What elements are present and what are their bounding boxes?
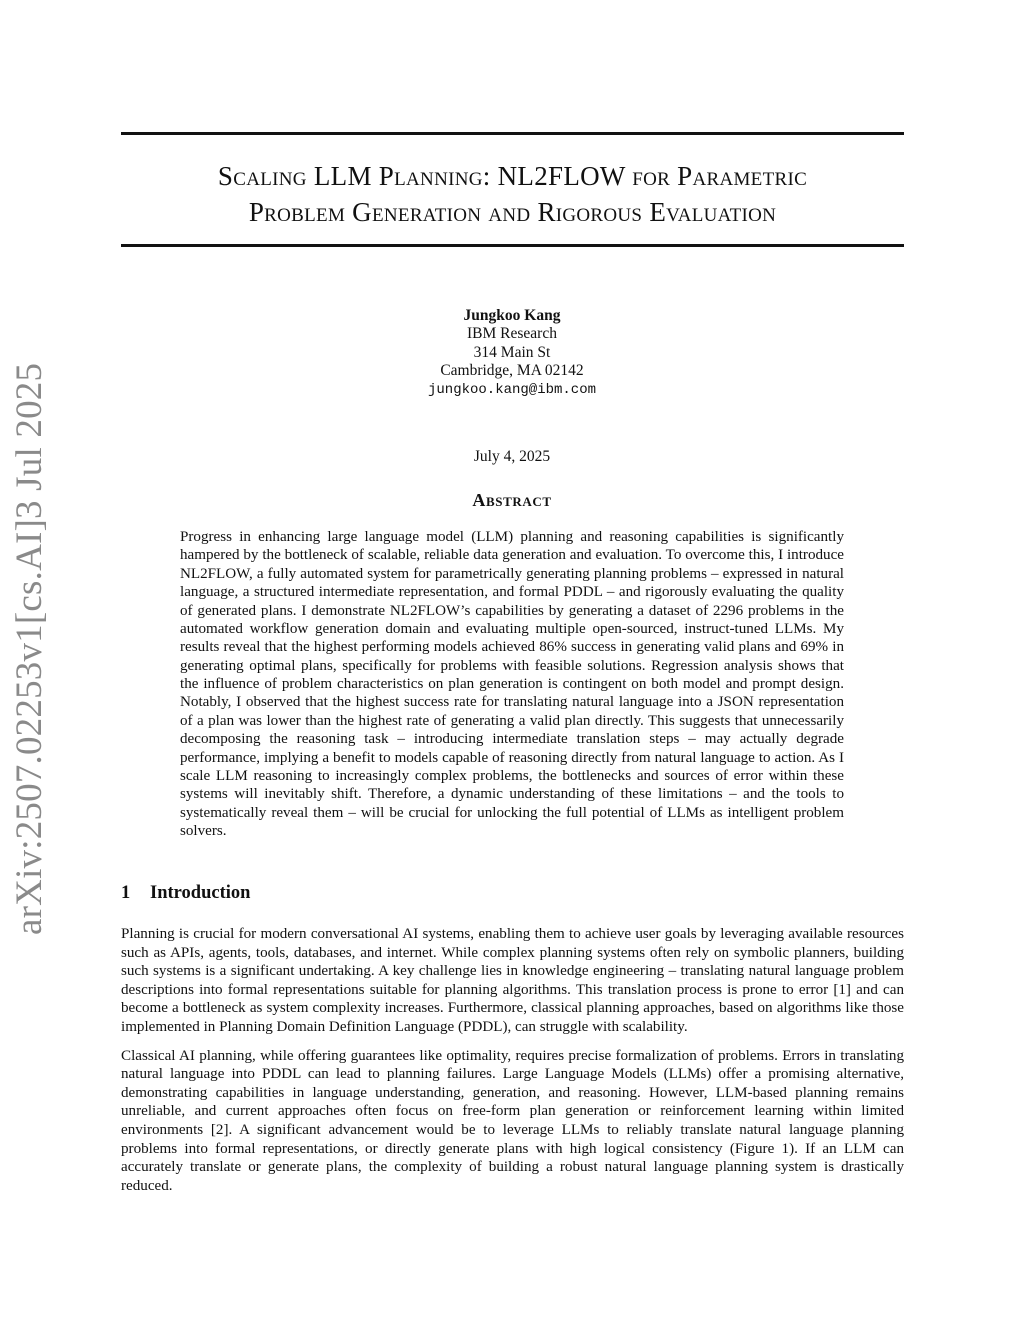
- abstract-body: Progress in enhancing large language model (LLM) planning and reasoning capabilities is significantly hampered by the bottleneck of scalable, reliable data generation and evaluation. To overcome this, I introduce NL2FLOW, a fully automated system for parametrically generating planning problems – expressed in natural language, a structured intermediate representation, and formal PDDL – and rigorously evaluating the quality of generated plans. I demonstrate NL2FLOW’s capabilities by generating a dataset of 2296 problems in the automated workflow generation domain and evaluating multiple open-sourced, instruct-tuned LLMs. My results reveal that the highest performing models achieved 86% success in generating valid plans and 69% in generating optimal plans, specifically for problems with feasible solutions. Regression analysis shows that the influence of problem characteristics on plan generation is contingent on both model and prompt design. Notably, I observed that the highest success rate for translating natural language into a JSON representation of a plan was lower than the highest rate of generating a valid plan directly. This suggests that unnecessarily decomposing the reasoning task – introducing intermediate translation steps – may actually degrade performance, implying a benefit to models capable of reasoning directly from natural language to action. As I scale LLM reasoning to increasingly complex problems, the bottlenecks and sources of error within these systems will inevitably shift. Therefore, a dynamic understanding of these limitations – and the tools to systematically reveal them – will be crucial for unlocking the full potential of LLMs as intelligent problem solvers.: [180, 529, 844, 839]
- introduction-body: [121, 925, 904, 1205]
- section-heading-introduction: [121, 883, 250, 904]
- title-line-2: Problem Generation and Rigorous Evaluation: [248, 197, 777, 227]
- intro-paragraph-1: Planning is crucial for modern conversational AI systems, enabling them to achieve user goals by leveraging available resources such as APIs, agents, tools, databases, and internet. While complex planning systems often rely on symbolic planners, building such systems is a significant undertaking. A key challenge lies in knowledge engineering – translating natural language problem descriptions into formal representations suitable for planning algorithms. This translation process is prone to error [1] and can become a bottleneck as system complexity increases. Furthermore, classical planning approaches, based on algorithms like those implemented in Planning Domain Definition Language (PDDL), can struggle with scalability.: [121, 926, 904, 1035]
- author-email: jungkoo.kang@ibm.com: [427, 381, 597, 398]
- section-title: Introduction: [150, 883, 251, 903]
- arxiv-id: arXiv:2507.02253v1: [9, 624, 50, 935]
- arxiv-stamp: [8, 362, 52, 935]
- author-name: Jungkoo Kang: [463, 307, 561, 324]
- title-rule-bottom: [121, 244, 904, 247]
- section-number: 1: [121, 883, 131, 903]
- abstract-heading: Abstract: [472, 490, 552, 510]
- arxiv-category: [cs.AI]: [9, 518, 50, 625]
- title-line-1: Scaling LLM Planning: NL2FLOW for Parametric: [217, 161, 808, 191]
- author-city: Cambridge, MA 02142: [440, 362, 584, 380]
- arxiv-date: 3 Jul 2025: [9, 362, 50, 519]
- intro-paragraph-2: Classical AI planning, while offering guarantees like optimality, requires precise formalization of problems. Errors in translating natural language into PDDL can lead to planning failures. Large Language Models (LLMs) offer a promising alternative, demonstrating capabilities in language understanding, generation, and reasoning. However, LLM-based planning remains unreliable, and current approaches often focus on free-form plan generation or reinforcement learning within limited environments [2]. A significant advancement would be to leverage LLMs to reliably translate natural language planning problems into formal representations, or directly generate plans with high logical consistency (Figure 1). If an LLM can accurately translate or generate plans, the complexity of building a robust natural language planning system is drastically reduced.: [121, 1047, 904, 1194]
- author-block: [312, 307, 712, 399]
- paper-date: July 4, 2025: [473, 448, 551, 465]
- author-street: 314 Main St: [473, 343, 551, 361]
- title-rule-top: [121, 132, 904, 135]
- author-affiliation: IBM Research: [467, 325, 557, 343]
- paper-title: [121, 158, 904, 230]
